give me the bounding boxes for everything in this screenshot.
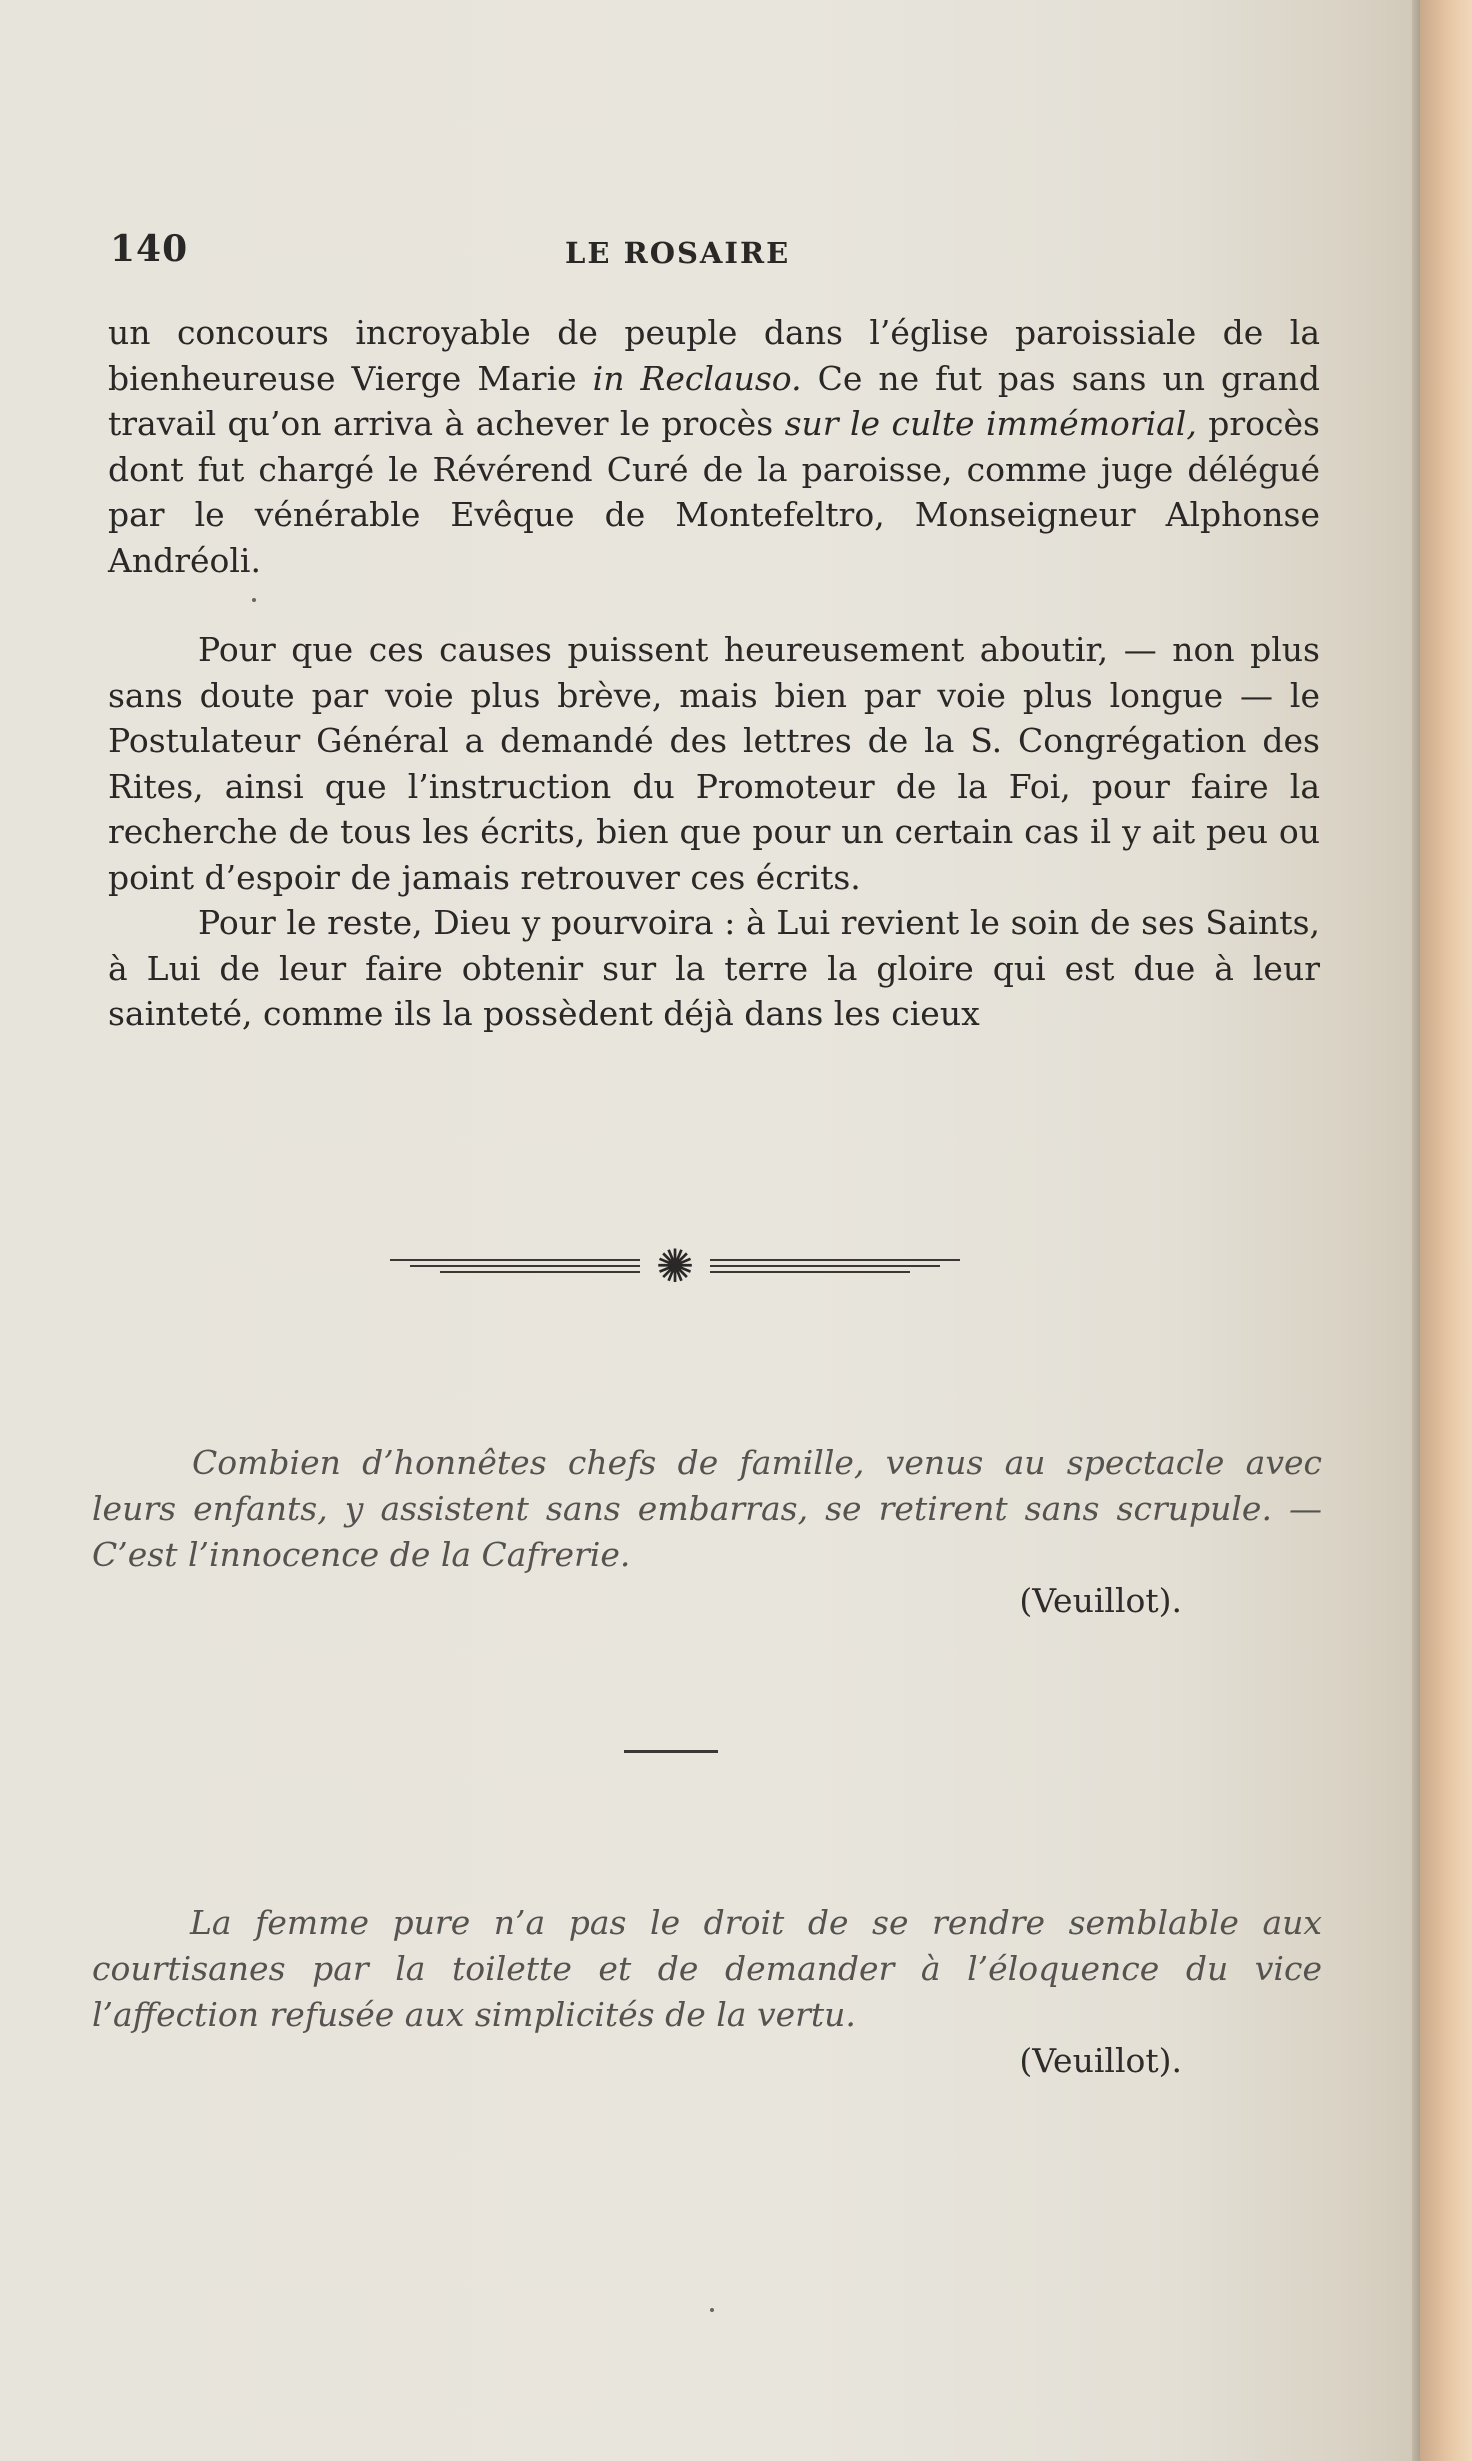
section-ornament [380, 1235, 980, 1295]
quote-2-text: La femme pure n’a pas le droit de se rendre semblable aux courtisanes par la toilette et de demander à l’éloquence du vice l’affection refusée aux simplicités de la vertu. [92, 1903, 1322, 2034]
page-number: 140 [110, 228, 189, 270]
main-text [108, 310, 1320, 1037]
quote-1-text: Combien d’honnêtes chefs de famille, venus au spectacle avec leurs enfants, y assistent sans embarras, se retirent sans scrupule. — C’est l’innocence de la Cafrerie. [92, 1443, 1322, 1574]
p1-part-a: un concours incroyable de peuple dans l’église paroissiale de la bienheureuse Vierge Marie [108, 313, 1320, 398]
paragraph-3: Pour le reste, Dieu y pourvoira : à Lui revient le soin de ses Saints, à Lui de leur faire obtenir sur la terre la gloire qui est due à leur sainteté, comme ils la possèdent déjà dans les cieux [108, 903, 1320, 1033]
quote-2 [92, 1900, 1322, 2084]
p1-part-b: Ce ne fut pas sans un grand travail qu’on arriva à achever le procès [108, 358, 1320, 443]
print-speck [252, 598, 256, 602]
page-edge [1420, 0, 1472, 2461]
p1-italic-b: sur le culte immémorial, [784, 404, 1197, 443]
quote-1 [92, 1440, 1322, 1624]
paragraph-2: Pour que ces causes puissent heureusement aboutir, — non plus sans doute par voie plus brève, mais bien par voie plus longue — le Postulateur Général a demandé des lettres de la S. Congrégation des Rites, ainsi que l’instruction du Promoteur de la Foi, pour faire la recherche de tous les écrits, bien que pour un certain cas il y ait peu ou point d’espoir de jamais retrouver ces écrits. [108, 630, 1320, 897]
separator-rule [624, 1750, 718, 1753]
p1-italic-a: in Reclauso. [592, 358, 802, 398]
page-gutter-shadow [1412, 0, 1420, 2461]
print-speck [710, 2308, 714, 2312]
paragraph-1 [108, 310, 1320, 583]
fleuron-icon: ✺ [655, 1239, 695, 1293]
p1-part-c: procès dont fut chargé le Révérend Curé de la paroisse, comme juge délégué par le vénérable Evêque de Montefeltro, Monseigneur Alphonse Andréoli. [108, 404, 1320, 580]
page-header [110, 228, 1330, 278]
quote-1-source: (Veuillot). [1019, 1581, 1182, 1620]
running-head: LE ROSAIRE [565, 236, 791, 270]
quote-2-source: (Veuillot). [1019, 2041, 1182, 2080]
